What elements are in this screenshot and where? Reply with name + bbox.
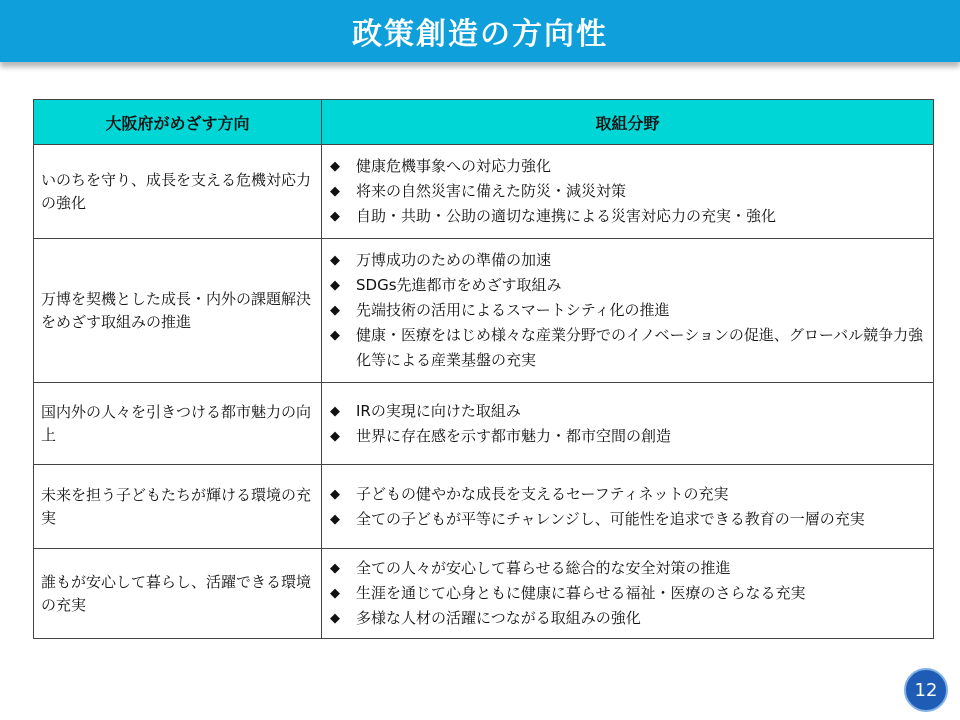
direction-cell: いのちを守り、成長を支える危機対応力の強化 [34,145,322,239]
item-text: 先端技術の活用によるスマートシティ化の推進 [356,301,670,319]
item-text: 多様な人材の活躍につながる取組みの強化 [356,609,641,627]
diamond-bullet-icon: ◆ [330,159,340,174]
diamond-bullet-icon: ◆ [330,561,340,576]
diamond-bullet-icon: ◆ [330,328,340,343]
diamond-bullet-icon: ◆ [330,586,340,601]
policy-table [33,99,934,639]
item-text: 世界に存在感を示す都市魅力・都市空間の創造 [356,426,672,445]
fields-cell [322,549,934,639]
table-row [34,239,934,383]
list-item [330,399,929,424]
list-item [330,179,929,204]
item-list [330,399,929,449]
list-item [330,581,929,606]
diamond-bullet-icon: ◆ [330,428,340,444]
item-text: IRの実現に向けた取組み [356,401,521,420]
item-list [330,154,929,229]
column-header-direction: 大阪府がめざす方向 [34,100,322,145]
direction-cell: 未来を担う子どもたちが輝ける環境の充実 [34,465,322,549]
list-item [330,606,929,631]
list-item [330,248,929,273]
table-row [34,465,934,549]
item-text: 自助・共助・公助の適切な連携による災害対応力の充実・強化 [356,207,777,225]
diamond-bullet-icon: ◆ [330,303,340,318]
fields-cell [322,239,934,383]
table-header-row [34,100,934,145]
item-list [330,248,929,373]
diamond-bullet-icon: ◆ [330,611,340,626]
direction-cell: 万博を契機とした成長・内外の課題解決をめざす取組みの推進 [34,239,322,383]
diamond-bullet-icon: ◆ [330,403,340,419]
fields-cell [322,465,934,549]
page-title: 政策創造の方向性 [352,17,608,52]
fields-cell [322,383,934,465]
list-item [330,298,929,323]
item-text: SDGs先進都市をめざす取組み [356,276,562,294]
item-list [330,556,929,631]
direction-cell: 誰もが安心して暮らし、活躍できる環境の充実 [34,549,322,639]
title-bar [0,0,960,62]
table-row [34,549,934,639]
diamond-bullet-icon: ◆ [330,511,340,527]
column-header-fields: 取組分野 [322,100,934,145]
list-item [330,507,929,532]
diamond-bullet-icon: ◆ [330,253,340,268]
item-text: 将来の自然災害に備えた防災・減災対策 [356,182,627,200]
item-text: 健康危機事象への対応力強化 [356,157,552,175]
item-text: 子どもの健やかな成長を支えるセーフティネットの充実 [356,484,729,503]
list-item [330,154,929,179]
list-item [330,482,929,507]
table-row [34,145,934,239]
diamond-bullet-icon: ◆ [330,278,340,293]
list-item [330,323,929,373]
item-text: 全ての子どもが平等にチャレンジし、可能性を追求できる教育の一層の充実 [356,509,865,528]
list-item [330,273,929,298]
diamond-bullet-icon: ◆ [330,209,340,224]
list-item [330,204,929,229]
item-list [330,482,929,532]
direction-cell: 国内外の人々を引きつける都市魅力の向上 [34,383,322,465]
list-item [330,556,929,581]
item-text: 全ての人々が安心して暮らせる総合的な安全対策の推進 [356,559,731,577]
diamond-bullet-icon: ◆ [330,486,340,502]
diamond-bullet-icon: ◆ [330,184,340,199]
fields-cell [322,145,934,239]
table-row [34,383,934,465]
list-item [330,424,929,449]
page-number-badge: 12 [904,668,948,712]
item-text: 万博成功のための準備の加速 [356,251,552,269]
item-text: 生涯を通じて心身ともに健康に暮らせる福祉・医療のさらなる充実 [356,584,806,602]
item-text: 健康・医療をはじめ様々な産業分野でのイノベーションの促進、グローバル競争力強化等による産業基盤の充実 [356,326,924,369]
